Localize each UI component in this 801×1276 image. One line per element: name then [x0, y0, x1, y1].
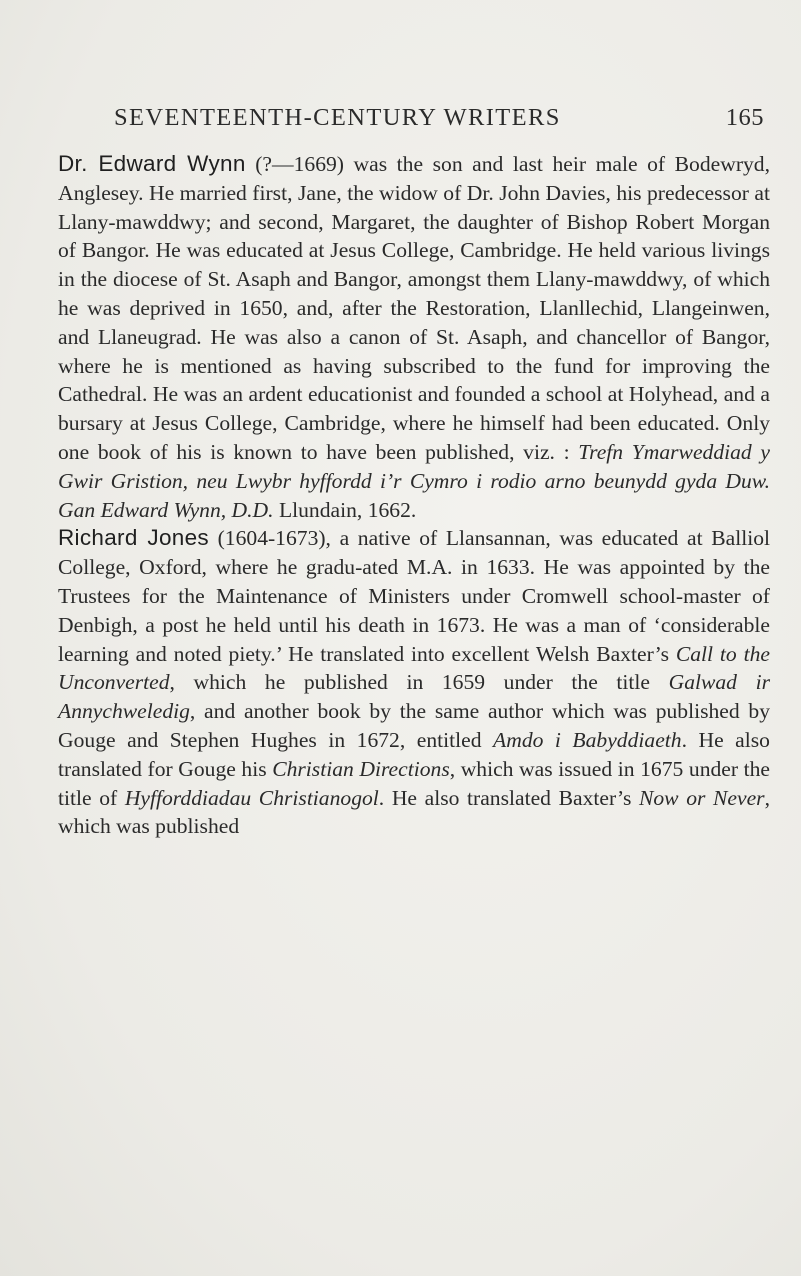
book-title: Galwad ir Annychweledig: [58, 670, 770, 724]
entry-text: , which was published: [58, 785, 770, 839]
book-title: Amdo i Babyddiaeth: [493, 727, 682, 752]
entry-text: Llundain, 1662.: [273, 497, 417, 522]
book-title: Hyfforddiadau Christianogol: [124, 785, 379, 810]
running-head: [104, 104, 764, 138]
body-text: [58, 150, 770, 841]
book-title: Trefn Ymarweddiad y Gwir Gristion, neu Lwybr hyffordd i’r Cymro i rodio arno beunydd gyda Duw. Gan Edward Wynn, D.D.: [58, 439, 770, 522]
running-head-title: SEVENTEENTH-CENTURY WRITERS: [114, 104, 561, 131]
entry-text: (?—1669) was the son and last heir male of Bodewryd, Anglesey. He married first, Jane, the widow of Dr. John Davies, his predecessor at Llany-mawddwy; and second, Margaret, the daughter of Bishop Robert Morgan of Bangor. He was educated at Jesus College, Cambridge. He held various livings in the diocese of St. Asaph and Bangor, amongst them Llany-mawddwy, of which he was deprived in 1650, and, after the Restoration, Llanllechid, Llangeinwen, and Llaneugrad. He was also a canon of St. Asaph, and chancellor of Bangor, where he is mentioned as having subscribed to the fund for improving the Cathedral. He was an ardent educationist and founded a school at Holyhead, and a bursary at Jesus College, Cambridge, where he himself had been educated. Only one book of his is known to have been published, viz. :: [58, 152, 771, 464]
entry-text: , which was issued in 1675 under the title of: [58, 756, 771, 810]
book-title: Now or Never: [638, 785, 765, 810]
entry-text: , and another book by the same author which was published by Gouge and Stephen Hughes in 1672, entitled: [58, 699, 770, 752]
book-title: Call to the Unconverted: [58, 641, 770, 695]
entry-richard-jones: [58, 524, 770, 841]
entry-name: Richard Jones: [58, 525, 209, 551]
entry-text: . He also translated for Gouge his: [58, 727, 770, 781]
entry-text: (1604-1673), a native of Llansannan, was educated at Balliol College, Oxford, where he gradu-ated M.A. in 1633. He was appointed by the Trustees for the Maintenance of Ministers under Cromwell school-master of Denbigh, a post he held until his death in 1673. He was a man of ‘considerable learning and noted piety.’ He translated into excellent Welsh Baxter’s: [58, 526, 770, 666]
entry-text: , which he published in 1659 under the title: [169, 670, 669, 695]
page-number: 165: [725, 104, 764, 131]
book-title: Christian Directions: [272, 756, 450, 781]
entry-edward-wynn: [58, 150, 770, 524]
entry-name: Dr. Edward Wynn: [58, 151, 246, 176]
entry-text: . He also translated Baxter’s: [378, 785, 639, 810]
